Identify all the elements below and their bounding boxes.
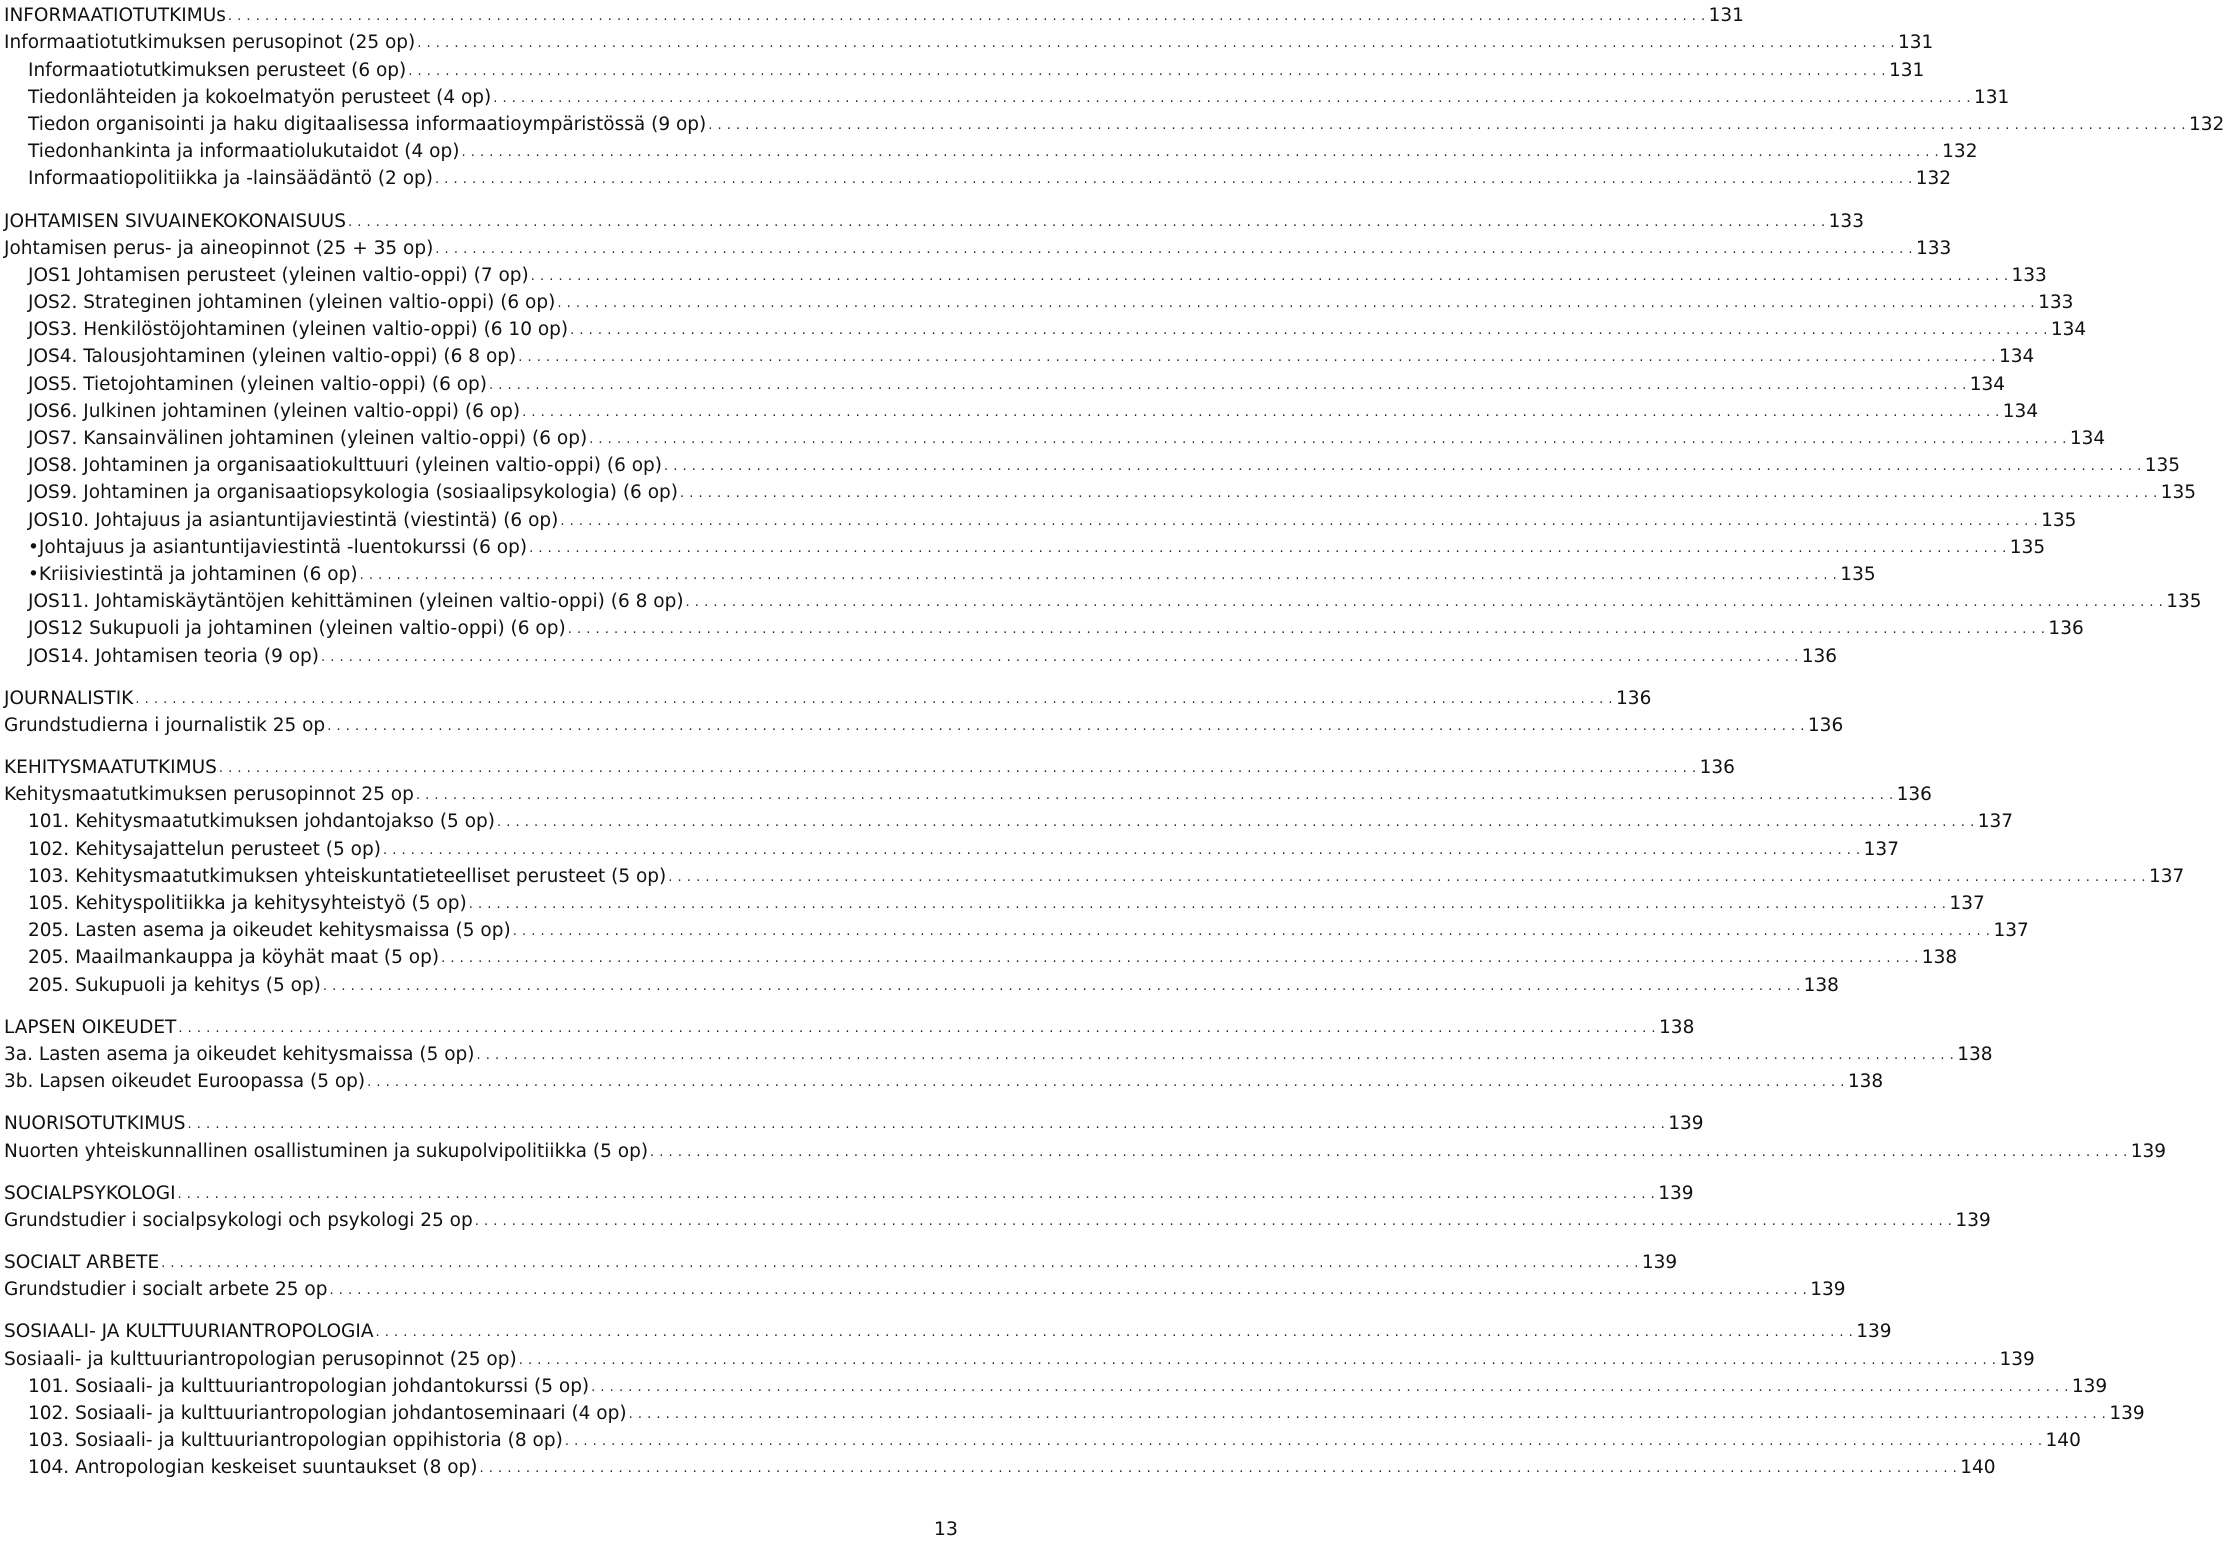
toc-entry-page: 139	[1856, 1321, 1892, 1343]
toc-entry	[4, 861, 2185, 888]
toc-entry	[4, 779, 1932, 806]
toc-entry-page: 138	[1803, 974, 1839, 996]
toc-entry	[4, 915, 2029, 942]
toc-entry-title: Tiedonlähteiden ja kokoelmatyön perusteet (4 op)	[28, 86, 492, 108]
toc-entry	[4, 710, 1844, 737]
toc-entry	[4, 1205, 1991, 1232]
toc-entry-page: 137	[1949, 893, 1985, 914]
toc-entry-page: 136	[1896, 784, 1932, 806]
dot-leader: . . . . . . . . . . . . . . . . . . . . . . . . . . . . . . . . . . . . . . . . . . . . . . . . . . . . . . . . . . . . . . . . . . . . . . . . . . . . . . . . . . . . . . . . . . . . . . . . . . . . . . . . . . . . . . . . . . . . . . . . . . . . . . . . . . . . . . . . . . . . . . . . . . . . . . . . . . . . . . . .	[468, 897, 1947, 912]
dot-leader: . . . . . . . . . . . . . . . . . . . . . . . . . . . . . . . . . . . . . . . . . . . . . . . . . . . . . . . . . . . . . . . . . . . . . . . . . . . . . . . . . . . . . . . . . . . . . . . . . . . . . . . . . . . . . . . . . . . . . . . . . . . . . . . . . . . . . . . . . . . . . . . . . . . . . . . . . . . . . . . .	[564, 1434, 2043, 1450]
toc-entry-page: 139	[2071, 1375, 2108, 1397]
toc-entry	[4, 0, 1744, 27]
dot-leader: . . . . . . . . . . . . . . . . . . . . . . . . . . . . . . . . . . . . . . . . . . . . . . . . . . . . . . . . . . . . . . . . . . . . . . . . . . . . . . . . . . . . . . . . . . . . . . . . . . . . . . . . . . . . . . . . . . . . . . . . . . . . . . . . . . . . . . . . . . . . . . . . . . . . . . . . . . . . . . . .	[664, 459, 2142, 475]
toc-entry-page: 133	[1916, 237, 1952, 259]
toc-entry-title: Grundstudierna i journalistik 25 op	[4, 714, 326, 736]
toc-entry-title: JOS9. Johtaminen ja organisaatiopsykologia (sosiaalipsykologia) (6 op)	[28, 482, 678, 504]
section-gap	[4, 1163, 950, 1178]
toc-entry-title: 101. Sosiaali- ja kulttuuriantropologian johdantokurssi (5 op)	[28, 1375, 590, 1397]
toc-entry-page: 134	[1998, 346, 2035, 368]
toc-entry	[4, 396, 2039, 423]
toc-entry	[4, 1039, 1993, 1066]
dot-leader: . . . . . . . . . . . . . . . . . . . . . . . . . . . . . . . . . . . . . . . . . . . . . . . . . . . . . . . . . . . . . . . . . . . . . . . . . . . . . . . . . . . . . . . . . . . . . . . . . . . . . . . . . . . . . . . . . . . . . . . . . . . . . . . . . . . . . . . . . . . . . . . . . . . . . . . . . . . . . . . .	[461, 145, 1940, 161]
toc-entry-title: 3a. Lasten asema ja oikeudet kehitysmaissa (5 op)	[4, 1043, 475, 1065]
toc-entry	[4, 1371, 2108, 1398]
toc-entry	[4, 109, 2224, 136]
dot-leader: . . . . . . . . . . . . . . . . . . . . . . . . . . . . . . . . . . . . . . . . . . . . . . . . . . . . . . . . . . . . . . . . . . . . . . . . . . . . . . . . . . . . . . . . . . . . . . . . . . . . . . . . . . . . . . . . . . . . . . . . . . . . . . . . . . . . . . . . . . . . . . . . . . . . . . . . . . . . . . . .	[367, 1075, 1845, 1091]
toc-entry	[4, 942, 1958, 969]
toc-entry-page: 140	[1960, 1457, 1996, 1479]
toc-entry-page: 139	[1641, 1252, 1678, 1274]
toc-entry-page: 137	[1863, 838, 1899, 860]
section-gap	[4, 997, 950, 1012]
dot-leader: . . . . . . . . . . . . . . . . . . . . . . . . . . . . . . . . . . . . . . . . . . . . . . . . . . . . . . . . . . . . . . . . . . . . . . . . . . . . . . . . . . . . . . . . . . . . . . . . . . . . . . . . . . . . . . . . . . . . . . . . . . . . . . . . . . . . . . . . . . . . . . . . . . . . . . . . . . . . . . . .	[512, 924, 1991, 940]
toc-entry	[4, 314, 2087, 341]
toc-entry	[4, 504, 2077, 531]
toc-entry	[4, 559, 1876, 586]
toc-entry-page: 133	[2011, 264, 2047, 286]
toc-entry-page: 140	[2045, 1430, 2081, 1452]
dot-leader: . . . . . . . . . . . . . . . . . . . . . . . . . . . . . . . . . . . . . . . . . . . . . . . . . . . . . . . . . . . . . . . . . . . . . . . . . . . . . . . . . . . . . . . . . . . . . . . . . . . . . . . . . . . . . . . . . . . . . . . . . . . . . . . . . . . . . . . . . . . . . . . . . . . . . . . . . . . . . . . .	[685, 595, 2164, 611]
toc-entry	[4, 969, 1839, 996]
toc-entry-page: 131	[1708, 5, 1744, 27]
toc-entry	[4, 752, 1735, 779]
toc-entry-page: 135	[2166, 591, 2202, 613]
toc-entry-title: Kriisiviestintä ja johtaminen (6 op)	[38, 563, 358, 585]
toc-entry-page: 135	[2009, 536, 2046, 558]
dot-leader: . . . . . . . . . . . . . . . . . . . . . . . . . . . . . . . . . . . . . . . . . . . . . . . . . . . . . . . . . . . . . . . . . . . . . . . . . . . . . . . . . . . . . . . . . . . . . . . . . . . . . . . . . . . . . . . . . . . . . . . . . . . . . . . . . . . . . . . . . . . . . . . . . . . . . . . . . . . . . . . .	[668, 869, 2146, 885]
toc-entry-page: 139	[1668, 1113, 1704, 1135]
toc-entry-title: JOS11. Johtamiskäytäntöjen kehittäminen (yleinen valtio-oppi) (6 8 op)	[28, 591, 684, 613]
dot-leader: . . . . . . . . . . . . . . . . . . . . . . . . . . . . . . . . . . . . . . . . . . . . . . . . . . . . . . . . . . . . . . . . . . . . . . . . . . . . . . . . . . . . . . . . . . . . . . . . . . . . . . . . . . . . . . . . . . . . . . . . . . . . . . . . . . . . . . . . . . . . . . . . . . . . . . . . . . . . . . . .	[415, 788, 1894, 804]
toc-entry	[4, 1247, 1678, 1274]
toc-entry-page: 138	[1659, 1016, 1695, 1038]
dot-leader: . . . . . . . . . . . . . . . . . . . . . . . . . . . . . . . . . . . . . . . . . . . . . . . . . . . . . . . . . . . . . . . . . . . . . . . . . . . . . . . . . . . . . . . . . . . . . . . . . . . . . . . . . . . . . . . . . . . . . . . . . . . . . . . . . . . . . . . . . . . . . . . . . . . . . . . . . . . . . . . .	[493, 90, 1971, 106]
toc-entry-title: Informaatiotutkimuksen perusteet (6 op)	[28, 59, 407, 81]
section-gap	[4, 1301, 950, 1316]
dot-leader: . . . . . . . . . . . . . . . . . . . . . . . . . . . . . . . . . . . . . . . . . . . . . . . . . . . . . . . . . . . . . . . . . . . . . . . . . . . . . . . . . . . . . . . . . . . . . . . . . . . . . . . . . . . . . . . . . . . . . . . . . . . . . . . . . . . . . . . . . . . . . . . . . . . . . . . . . . . . . . . .	[479, 1461, 1958, 1477]
dot-leader: . . . . . . . . . . . . . . . . . . . . . . . . . . . . . . . . . . . . . . . . . . . . . . . . . . . . . . . . . . . . . . . . . . . . . . . . . . . . . . . . . . . . . . . . . . . . . . . . . . . . . . . . . . . . . . . . . . . . . . . . . . . . . . . . . . . . . . . . . . . . . . . . . . . . . . . . . . . . . . . .	[321, 649, 1799, 665]
dot-leader: . . . . . . . . . . . . . . . . . . . . . . . . . . . . . . . . . . . . . . . . . . . . . . . . . . . . . . . . . . . . . . . . . . . . . . . . . . . . . . . . . . . . . . . . . . . . . . . . . . . . . . . . . . . . . . . . . . . . . . . . . . . . . . . . . . . . . . . . . . . . . . . . . . . . . . . . . . . . . . . .	[530, 268, 2009, 284]
toc-entry	[4, 423, 2106, 450]
toc-entry	[4, 1135, 2167, 1162]
dot-leader: . . . . . . . . . . . . . . . . . . . . . . . . . . . . . . . . . . . . . . . . . . . . . . . . . . . . . . . . . . . . . . . . . . . . . . . . . . . . . . . . . . . . . . . . . . . . . . . . . . . . . . . . . . . . . . . . . . . . . . . . . . . . . . . . . . . . . . . . . . . . . . . . . . . . . . . . . . . . . . . .	[382, 842, 1861, 858]
toc-entry-page: 135	[2041, 509, 2077, 531]
dot-leader: . . . . . . . . . . . . . . . . . . . . . . . . . . . . . . . . . . . . . . . . . . . . . . . . . . . . . . . . . . . . . . . . . . . . . . . . . . . . . . . . . . . . . . . . . . . . . . . . . . . . . . . . . . . . . . . . . . . . . . . . . . . . . . . . . . . . . . . . . . . . . . . . . . . . . . . . . . . . . . . .	[135, 691, 1614, 707]
toc-entry	[4, 368, 2006, 395]
toc-entry-title: JOS1 Johtamisen perusteet (yleinen valtio-oppi) (7 op)	[28, 264, 529, 286]
dot-leader: . . . . . . . . . . . . . . . . . . . . . . . . . . . . . . . . . . . . . . . . . . . . . . . . . . . . . . . . . . . . . . . . . . . . . . . . . . . . . . . . . . . . . . . . . . . . . . . . . . . . . . . . . . . . . . . . . . . . . . . . . . . . . . . . . . . . . . . . . . . . . . . . . . . . . . . . . . . . . . . .	[408, 63, 1886, 79]
toc-entry	[4, 136, 1978, 163]
toc-entry-page: 139	[1810, 1279, 1846, 1301]
dot-leader: . . . . . . . . . . . . . . . . . . . . . . . . . . . . . . . . . . . . . . . . . . . . . . . . . . . . . . . . . . . . . . . . . . . . . . . . . . . . . . . . . . . . . . . . . . . . . . . . . . . . . . . . . . . . . . . . . . . . . . . . . . . . . . . . . . . . . . . . . . . . . . . . . . . . . . . . . . . . . . . .	[522, 404, 2000, 420]
toc-entry-page: 137	[2149, 865, 2185, 887]
toc-entry	[4, 586, 2202, 613]
toc-entry-page: 137	[1977, 811, 2014, 833]
dot-leader: . . . . . . . . . . . . . . . . . . . . . . . . . . . . . . . . . . . . . . . . . . . . . . . . . . . . . . . . . . . . . . . . . . . . . . . . . . . . . . . . . . . . . . . . . . . . . . . . . . . . . . . . . . . . . . . . . . . . . . . . . . . . . . . . . . . . . . . . . . . . . . . . . . . . . . . . . . . . . . . .	[650, 1144, 2128, 1160]
toc-entry	[4, 806, 2014, 833]
toc-entry-page: 132	[1942, 141, 1978, 163]
section-gap	[4, 1093, 950, 1108]
section-gap	[4, 1232, 950, 1247]
toc-entry-title: 103. Sosiaali- ja kulttuuriantropologian oppihistoria (8 op)	[28, 1430, 563, 1452]
dot-leader: . . . . . . . . . . . . . . . . . . . . . . . . . . . . . . . . . . . . . . . . . . . . . . . . . . . . . . . . . . . . . . . . . . . . . . . . . . . . . . . . . . . . . . . . . . . . . . . . . . . . . . . . . . . . . . . . . . . . . . . . . . . . . . . . . . . . . . . . . . . . . . . . . . . . . . . . . . . . . . . .	[679, 486, 2158, 502]
dot-leader: . . . . . . . . . . . . . . . . . . . . . . . . . . . . . . . . . . . . . . . . . . . . . . . . . . . . . . . . . . . . . . . . . . . . . . . . . . . . . . . . . . . . . . . . . . . . . . . . . . . . . . . . . . . . . . . . . . . . . . . . . . . . . . . . . . . . . . . . . . . . . . . . . . . . . . . . . . . . . . . .	[218, 761, 1697, 777]
toc-entry-page: 138	[1921, 947, 1958, 969]
toc-entry-title: JOS8. Johtaminen ja organisaatiokulttuuri (yleinen valtio-oppi) (6 op)	[28, 455, 663, 477]
bullet-marker: •	[28, 536, 39, 558]
section-gap	[4, 190, 950, 205]
dot-leader: . . . . . . . . . . . . . . . . . . . . . . . . . . . . . . . . . . . . . . . . . . . . . . . . . . . . . . . . . . . . . . . . . . . . . . . . . . . . . . . . . . . . . . . . . . . . . . . . . . . . . . . . . . . . . . . . . . . . . . . . . . . . . . . . . . . . . . . . . . . . . . . . . . . . . . . . . . . . . . . .	[435, 172, 1913, 188]
dot-leader: . . . . . . . . . . . . . . . . . . . . . . . . . . . . . . . . . . . . . . . . . . . . . . . . . . . . . . . . . . . . . . . . . . . . . . . . . . . . . . . . . . . . . . . . . . . . . . . . . . . . . . . . . . . . . . . . . . . . . . . . . . . . . . . . . . . . . . . . . . . . . . . . . . . . . . . . . . . . . . . .	[322, 978, 1801, 994]
toc-entry-title: SOSIAALI- JA KULTTUURIANTROPOLOGIA	[4, 1321, 374, 1343]
toc-entry-page: 133	[2038, 292, 2074, 314]
toc-entry	[4, 1316, 1892, 1343]
dot-leader: . . . . . . . . . . . . . . . . . . . . . . . . . . . . . . . . . . . . . . . . . . . . . . . . . . . . . . . . . . . . . . . . . . . . . . . . . . . . . . . . . . . . . . . . . . . . . . . . . . . . . . . . . . . . . . . . . . . . . . . . . . . . . . . . . . . . . . . . . . . . . . . . . . . . . . . . . . . . . . . .	[474, 1213, 1953, 1229]
toc-entry-title: Tiedonhankinta ja informaatiolukutaidot (4 op)	[28, 141, 460, 163]
section-gap	[4, 737, 950, 752]
toc-entry	[4, 1343, 2035, 1370]
dot-leader: . . . . . . . . . . . . . . . . . . . . . . . . . . . . . . . . . . . . . . . . . . . . . . . . . . . . . . . . . . . . . . . . . . . . . . . . . . . . . . . . . . . . . . . . . . . . . . . . . . . . . . . . . . . . . . . . . . . . . . . . . . . . . . . . . . . . . . . . . . . . . . . . . . . . . . . . . . . . . . . .	[557, 296, 2036, 312]
toc-entry-page: 135	[1840, 563, 1876, 585]
toc-entry-page: 134	[2050, 319, 2087, 341]
toc-entry	[4, 1178, 1694, 1205]
toc-entry	[4, 477, 2197, 504]
toc-entry-page: 137	[1993, 920, 2029, 942]
toc-entry-title: Sosiaali- ja kulttuuriantropologian perusopinnot (25 op)	[4, 1348, 517, 1370]
bullet-marker: •	[28, 563, 39, 585]
toc-entry	[4, 82, 2010, 109]
toc-entry-title: NUORISOTUTKIMUS	[4, 1113, 186, 1135]
toc-entry-title: JOS5. Tietojohtaminen (yleinen valtio-oppi) (6 op)	[28, 373, 487, 395]
toc-entry-title: JOS6. Julkinen johtaminen (yleinen valtio-oppi) (6 op)	[28, 400, 521, 422]
toc-entry-title: Grundstudier i socialt arbete 25 op	[4, 1279, 328, 1301]
toc-entry-title: SOCIALT ARBETE	[4, 1252, 160, 1274]
toc-entry-page: 138	[1957, 1043, 1993, 1065]
toc-entry	[4, 260, 2047, 287]
toc-entry	[4, 640, 1838, 667]
toc-entry-title: JOS3. Henkilöstöjohtaminen (yleinen valtio-oppi) (6 10 op)	[28, 319, 569, 341]
toc-entry	[4, 1066, 1884, 1093]
toc-entry-title: LAPSEN OIKEUDET	[4, 1016, 177, 1038]
toc-entry	[4, 1398, 2145, 1425]
toc-entry-page: 131	[1888, 59, 1925, 81]
toc-entry-title: 104. Antropologian keskeiset suuntaukset (8 op)	[28, 1457, 478, 1479]
toc-entry-page: 139	[1999, 1348, 2035, 1370]
dot-leader: . . . . . . . . . . . . . . . . . . . . . . . . . . . . . . . . . . . . . . . . . . . . . . . . . . . . . . . . . . . . . . . . . . . . . . . . . . . . . . . . . . . . . . . . . . . . . . . . . . . . . . . . . . . . . . . . . . . . . . . . . . . . . . . . . . . . . . . . . . . . . . . . . . . . . . . . . . . . . . . .	[591, 1379, 2069, 1395]
toc-entry-title: Nuorten yhteiskunnallinen osallistuminen ja sukupolvipolitiikka (5 op)	[4, 1140, 649, 1162]
toc-entry	[4, 163, 1952, 190]
toc-entry-title: 102. Sosiaali- ja kulttuuriantropologian johdantoseminaari (4 op)	[28, 1403, 627, 1424]
toc-entry	[4, 287, 2074, 314]
toc-entry-title: JOS14. Johtamisen teoria (9 op)	[28, 645, 320, 667]
toc-entry-title: 205. Sukupuoli ja kehitys (5 op)	[28, 974, 321, 996]
toc-entry-title: JOS4. Talousjohtaminen (yleinen valtio-oppi) (6 8 op)	[28, 346, 517, 368]
toc-entry-page: 135	[2144, 455, 2181, 477]
toc-entry-page: 134	[1969, 373, 2006, 395]
toc-entry	[4, 1108, 1704, 1135]
toc-entry	[4, 1425, 2081, 1452]
dot-leader: . . . . . . . . . . . . . . . . . . . . . . . . . . . . . . . . . . . . . . . . . . . . . . . . . . . . . . . . . . . . . . . . . . . . . . . . . . . . . . . . . . . . . . . . . . . . . . . . . . . . . . . . . . . . . . . . . . . . . . . . . . . . . . . . . . . . . . . . . . . . . . . . . . . . . . . . . . . . . . . .	[441, 951, 1919, 967]
toc-entry-page: 131	[1973, 86, 2010, 108]
toc-entry-title: KEHITYSMAATUTKIMUS	[4, 757, 217, 779]
toc-entry-page: 132	[1915, 168, 1952, 190]
toc-entry-page: 138	[1847, 1071, 1884, 1093]
toc-entry-title: 3b. Lapsen oikeudet Euroopassa (5 op)	[4, 1071, 366, 1093]
dot-leader: . . . . . . . . . . . . . . . . . . . . . . . . . . . . . . . . . . . . . . . . . . . . . . . . . . . . . . . . . . . . . . . . . . . . . . . . . . . . . . . . . . . . . . . . . . . . . . . . . . . . . . . . . . . . . . . . . . . . . . . . . . . . . . . . . . . . . . . . . . . . . . . . . . . . . . . . . . . . . . . .	[708, 117, 2186, 133]
toc-entry-page: 136	[1801, 645, 1838, 667]
toc-entry-page: 134	[2002, 400, 2039, 422]
toc-entry-title: 102. Kehitysajattelun perusteet (5 op)	[28, 838, 381, 860]
toc-entry-page: 136	[1616, 687, 1652, 709]
toc-entry-title: JOS2. Strateginen johtaminen (yleinen valtio-oppi) (6 op)	[28, 292, 556, 314]
toc-entry-page: 133	[1828, 210, 1864, 232]
toc-entry-page: 139	[2130, 1140, 2167, 1162]
toc-entry-page: 134	[2069, 428, 2106, 449]
toc-entry-title: Johtajuus ja asiantuntijaviestintä -luentokurssi (6 op)	[38, 536, 528, 558]
toc-entry-page: 136	[1699, 757, 1735, 779]
toc-entry-page: 139	[2109, 1403, 2145, 1424]
toc-entry	[4, 205, 1864, 232]
dot-leader: . . . . . . . . . . . . . . . . . . . . . . . . . . . . . . . . . . . . . . . . . . . . . . . . . . . . . . . . . . . . . . . . . . . . . . . . . . . . . . . . . . . . . . . . . . . . . . . . . . . . . . . . . . . . . . . . . . . . . . . . . . . . . . . . . . . . . . . . . . . . . . . . . . . . . . . . . . . . . . . .	[375, 1325, 1854, 1341]
toc-entry	[4, 613, 2084, 640]
dot-leader: . . . . . . . . . . . . . . . . . . . . . . . . . . . . . . . . . . . . . . . . . . . . . . . . . . . . . . . . . . . . . . . . . . . . . . . . . . . . . . . . . . . . . . . . . . . . . . . . . . . . . . . . . . . . . . . . . . . . . . . . . . . . . . . . . . . . . . . . . . . . . . . . . . . . . . . . . . . . . . . .	[347, 214, 1826, 230]
toc-entry-page: 139	[1658, 1182, 1694, 1204]
dot-leader: . . . . . . . . . . . . . . . . . . . . . . . . . . . . . . . . . . . . . . . . . . . . . . . . . . . . . . . . . . . . . . . . . . . . . . . . . . . . . . . . . . . . . . . . . . . . . . . . . . . . . . . . . . . . . . . . . . . . . . . . . . . . . . . . . . . . . . . . . . . . . . . . . . . . . . . . . . . . . . . .	[227, 9, 1706, 25]
dot-leader: . . . . . . . . . . . . . . . . . . . . . . . . . . . . . . . . . . . . . . . . . . . . . . . . . . . . . . . . . . . . . . . . . . . . . . . . . . . . . . . . . . . . . . . . . . . . . . . . . . . . . . . . . . . . . . . . . . . . . . . . . . . . . . . . . . . . . . . . . . . . . . . . . . . . . . . . . . . . . . . .	[529, 540, 2007, 556]
dot-leader: . . . . . . . . . . . . . . . . . . . . . . . . . . . . . . . . . . . . . . . . . . . . . . . . . . . . . . . . . . . . . . . . . . . . . . . . . . . . . . . . . . . . . . . . . . . . . . . . . . . . . . . . . . . . . . . . . . . . . . . . . . . . . . . . . . . . . . . . . . . . . . . . . . . . . . . . . . . . . . . .	[560, 513, 2039, 529]
dot-leader: . . . . . . . . . . . . . . . . . . . . . . . . . . . . . . . . . . . . . . . . . . . . . . . . . . . . . . . . . . . . . . . . . . . . . . . . . . . . . . . . . . . . . . . . . . . . . . . . . . . . . . . . . . . . . . . . . . . . . . . . . . . . . . . . . . . . . . . . . . . . . . . . . . . . . . . . . . . . . . . .	[589, 432, 2067, 447]
dot-leader: . . . . . . . . . . . . . . . . . . . . . . . . . . . . . . . . . . . . . . . . . . . . . . . . . . . . . . . . . . . . . . . . . . . . . . . . . . . . . . . . . . . . . . . . . . . . . . . . . . . . . . . . . . . . . . . . . . . . . . . . . . . . . . . . . . . . . . . . . . . . . . . . . . . . . . . . . . . . . . . .	[329, 1283, 1808, 1299]
dot-leader: . . . . . . . . . . . . . . . . . . . . . . . . . . . . . . . . . . . . . . . . . . . . . . . . . . . . . . . . . . . . . . . . . . . . . . . . . . . . . . . . . . . . . . . . . . . . . . . . . . . . . . . . . . . . . . . . . . . . . . . . . . . . . . . . . . . . . . . . . . . . . . . . . . . . . . . . . . . . . . . .	[178, 1020, 1657, 1036]
toc-entry-title: Tiedon organisointi ja haku digitaalisessa informaatioympäristössä (9 op)	[28, 113, 707, 135]
toc-entry-title: JOS12 Sukupuoli ja johtaminen (yleinen valtio-oppi) (6 op)	[28, 618, 566, 640]
toc-entry-title: 205. Maailmankauppa ja köyhät maat (5 op)	[28, 947, 440, 969]
dot-leader: . . . . . . . . . . . . . . . . . . . . . . . . . . . . . . . . . . . . . . . . . . . . . . . . . . . . . . . . . . . . . . . . . . . . . . . . . . . . . . . . . . . . . . . . . . . . . . . . . . . . . . . . . . . . . . . . . . . . . . . . . . . . . . . . . . . . . . . . . . . . . . . . . . . . . . . . . . . . . . . .	[628, 1407, 2107, 1422]
toc-entry	[4, 233, 1952, 260]
toc-entry-title: Kehitysmaatutkimuksen perusopinnot 25 op	[4, 784, 414, 806]
dot-leader: . . . . . . . . . . . . . . . . . . . . . . . . . . . . . . . . . . . . . . . . . . . . . . . . . . . . . . . . . . . . . . . . . . . . . . . . . . . . . . . . . . . . . . . . . . . . . . . . . . . . . . . . . . . . . . . . . . . . . . . . . . . . . . . . . . . . . . . . . . . . . . . . . . . . . . . . . . . . . . . .	[435, 241, 1914, 257]
page-number: 13	[933, 1518, 958, 1540]
toc-entry-title: JOS7. Kansainvälinen johtaminen (yleinen valtio-oppi) (6 op)	[28, 428, 588, 449]
toc-entry-page: 135	[2160, 482, 2197, 504]
dot-leader: . . . . . . . . . . . . . . . . . . . . . . . . . . . . . . . . . . . . . . . . . . . . . . . . . . . . . . . . . . . . . . . . . . . . . . . . . . . . . . . . . . . . . . . . . . . . . . . . . . . . . . . . . . . . . . . . . . . . . . . . . . . . . . . . . . . . . . . . . . . . . . . . . . . . . . . . . . . . . . . .	[161, 1256, 1639, 1272]
toc-entry	[4, 1012, 1695, 1039]
toc-entry	[4, 532, 2046, 559]
dot-leader: . . . . . . . . . . . . . . . . . . . . . . . . . . . . . . . . . . . . . . . . . . . . . . . . . . . . . . . . . . . . . . . . . . . . . . . . . . . . . . . . . . . . . . . . . . . . . . . . . . . . . . . . . . . . . . . . . . . . . . . . . . . . . . . . . . . . . . . . . . . . . . . . . . . . . . . . . . . . . . . .	[489, 377, 1967, 393]
toc-entry	[4, 683, 1652, 710]
toc-entry	[4, 833, 1899, 860]
toc-entry-title: JOS10. Johtajuus ja asiantuntijaviestintä (viestintä) (6 op)	[28, 509, 559, 531]
toc-entry-page: 132	[2188, 113, 2224, 135]
toc-entry	[4, 54, 1925, 81]
dot-leader: . . . . . . . . . . . . . . . . . . . . . . . . . . . . . . . . . . . . . . . . . . . . . . . . . . . . . . . . . . . . . . . . . . . . . . . . . . . . . . . . . . . . . . . . . . . . . . . . . . . . . . . . . . . . . . . . . . . . . . . . . . . . . . . . . . . . . . . . . . . . . . . . . . . . . . . . . . . . . . . .	[567, 622, 2046, 638]
dot-leader: . . . . . . . . . . . . . . . . . . . . . . . . . . . . . . . . . . . . . . . . . . . . . . . . . . . . . . . . . . . . . . . . . . . . . . . . . . . . . . . . . . . . . . . . . . . . . . . . . . . . . . . . . . . . . . . . . . . . . . . . . . . . . . . . . . . . . . . . . . . . . . . . . . . . . . . . . . . . . . . .	[476, 1047, 1955, 1063]
dot-leader: . . . . . . . . . . . . . . . . . . . . . . . . . . . . . . . . . . . . . . . . . . . . . . . . . . . . . . . . . . . . . . . . . . . . . . . . . . . . . . . . . . . . . . . . . . . . . . . . . . . . . . . . . . . . . . . . . . . . . . . . . . . . . . . . . . . . . . . . . . . . . . . . . . . . . . . . . . . . . . . .	[177, 1186, 1656, 1202]
toc-entry	[4, 1452, 1996, 1479]
toc-entry	[4, 27, 1934, 54]
dot-leader: . . . . . . . . . . . . . . . . . . . . . . . . . . . . . . . . . . . . . . . . . . . . . . . . . . . . . . . . . . . . . . . . . . . . . . . . . . . . . . . . . . . . . . . . . . . . . . . . . . . . . . . . . . . . . . . . . . . . . . . . . . . . . . . . . . . . . . . . . . . . . . . . . . . . . . . . . . . . . . . .	[496, 815, 1975, 831]
toc-entry-title: Informaatiopolitiikka ja -lainsäädäntö (2 op)	[28, 168, 433, 190]
dot-leader: . . . . . . . . . . . . . . . . . . . . . . . . . . . . . . . . . . . . . . . . . . . . . . . . . . . . . . . . . . . . . . . . . . . . . . . . . . . . . . . . . . . . . . . . . . . . . . . . . . . . . . . . . . . . . . . . . . . . . . . . . . . . . . . . . . . . . . . . . . . . . . . . . . . . . . . . . . . . . . . .	[327, 718, 1805, 734]
toc-entry	[4, 341, 2035, 368]
toc-entry-page: 139	[1955, 1209, 1991, 1231]
toc-entry-title: 103. Kehitysmaatutkimuksen yhteiskuntatieteelliset perusteet (5 op)	[28, 865, 667, 887]
toc-entry-title: Grundstudier i socialpsykologi och psykologi 25 op	[4, 1209, 473, 1231]
toc-entry-title: SOCIALPSYKOLOGI	[4, 1182, 176, 1204]
toc-entry-title: Informaatiotutkimuksen perusopinot (25 op)	[4, 32, 416, 54]
toc-entry-title: INFORMAATIOTUTKIMUs	[4, 5, 226, 27]
dot-leader: . . . . . . . . . . . . . . . . . . . . . . . . . . . . . . . . . . . . . . . . . . . . . . . . . . . . . . . . . . . . . . . . . . . . . . . . . . . . . . . . . . . . . . . . . . . . . . . . . . . . . . . . . . . . . . . . . . . . . . . . . . . . . . . . . . . . . . . . . . . . . . . . . . . . . . . . . . . . . . . .	[187, 1117, 1666, 1133]
toc-entry	[4, 450, 2181, 477]
toc-entry-title: 205. Lasten asema ja oikeudet kehitysmaissa (5 op)	[28, 920, 511, 942]
toc-entry-title: 101. Kehitysmaatutkimuksen johdantojakso (5 op)	[28, 811, 495, 833]
toc-entry-page: 136	[2048, 618, 2084, 640]
toc-entry-title: 105. Kehityspolitiikka ja kehitysyhteistyö (5 op)	[28, 893, 467, 914]
toc-entry-title: JOHTAMISEN SIVUAINEKOKONAISUUS	[4, 210, 346, 232]
table-of-contents	[4, 0, 2224, 1479]
toc-entry-page: 131	[1897, 32, 1934, 54]
toc-entry-title: JOURNALISTIK	[4, 687, 134, 709]
dot-leader: . . . . . . . . . . . . . . . . . . . . . . . . . . . . . . . . . . . . . . . . . . . . . . . . . . . . . . . . . . . . . . . . . . . . . . . . . . . . . . . . . . . . . . . . . . . . . . . . . . . . . . . . . . . . . . . . . . . . . . . . . . . . . . . . . . . . . . . . . . . . . . . . . . . . . . . . . . . . . . . .	[518, 1352, 1997, 1368]
toc-entry	[4, 888, 1985, 915]
toc-entry	[4, 1274, 1846, 1301]
dot-leader: . . . . . . . . . . . . . . . . . . . . . . . . . . . . . . . . . . . . . . . . . . . . . . . . . . . . . . . . . . . . . . . . . . . . . . . . . . . . . . . . . . . . . . . . . . . . . . . . . . . . . . . . . . . . . . . . . . . . . . . . . . . . . . . . . . . . . . . . . . . . . . . . . . . . . . . . . . . . . . . .	[570, 323, 2048, 339]
section-gap	[4, 668, 950, 683]
dot-leader: . . . . . . . . . . . . . . . . . . . . . . . . . . . . . . . . . . . . . . . . . . . . . . . . . . . . . . . . . . . . . . . . . . . . . . . . . . . . . . . . . . . . . . . . . . . . . . . . . . . . . . . . . . . . . . . . . . . . . . . . . . . . . . . . . . . . . . . . . . . . . . . . . . . . . . . . . . . . . . . .	[359, 567, 1838, 583]
dot-leader: . . . . . . . . . . . . . . . . . . . . . . . . . . . . . . . . . . . . . . . . . . . . . . . . . . . . . . . . . . . . . . . . . . . . . . . . . . . . . . . . . . . . . . . . . . . . . . . . . . . . . . . . . . . . . . . . . . . . . . . . . . . . . . . . . . . . . . . . . . . . . . . . . . . . . . . . . . . . . . . .	[518, 350, 1996, 366]
toc-entry-page: 136	[1807, 714, 1844, 736]
toc-entry-title: Johtamisen perus- ja aineopinnot (25 + 35 op)	[4, 237, 434, 259]
dot-leader: . . . . . . . . . . . . . . . . . . . . . . . . . . . . . . . . . . . . . . . . . . . . . . . . . . . . . . . . . . . . . . . . . . . . . . . . . . . . . . . . . . . . . . . . . . . . . . . . . . . . . . . . . . . . . . . . . . . . . . . . . . . . . . . . . . . . . . . . . . . . . . . . . . . . . . . . . . . . . . . .	[417, 36, 1895, 52]
